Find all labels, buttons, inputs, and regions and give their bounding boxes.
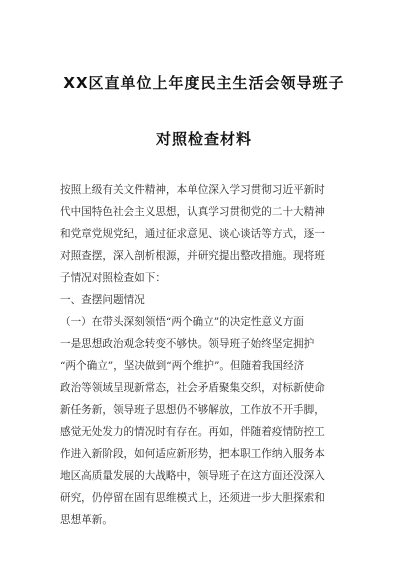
section-heading: 一、查摆问题情况 — [60, 294, 145, 306]
paragraph-line: 对照查摆，深入剖析根源，并研究提出整改措施。现将班 — [60, 250, 325, 262]
paragraph-line: 研究，仍停留在固有思维模式上，还须进一步大胆探索和 — [60, 492, 325, 504]
paragraph-line: 思想革新。 — [60, 514, 113, 526]
paragraph-line: 一是思想政治观念转变不够快。领导班子始终坚定拥护 — [60, 338, 315, 350]
paragraph-line: 感觉无处发力的情况时有存在。再如，伴随着疫情防控工 — [60, 426, 325, 438]
paragraph-line: 政治等领域呈现新常态，社会矛盾聚集交织，对标新使命 — [60, 382, 325, 394]
document-title-line-1: XX区直单位上年度民主生活会领导班子 — [63, 74, 345, 92]
paragraph-line: 新任务新，领导班子思想仍不够解放，工作放不开手脚， — [60, 404, 325, 416]
paragraph-line: 作进入新阶段，如何适应新形势，把本职工作纳入服务本 — [60, 448, 325, 460]
paragraph-line: 代中国特色社会主义思想，认真学习贯彻党的二十大精神 — [60, 206, 325, 218]
document-title-line-2: 对照检查材料 — [155, 130, 252, 148]
paragraph-line: 地区高质量发展的大战略中，领导班子在这方面还没深入 — [60, 470, 325, 482]
paragraph-line: “两个确立”，坚决做到“两个维护”。但随着我国经济 — [60, 360, 305, 372]
paragraph-line: 子情况对照检查如下： — [60, 272, 166, 284]
subsection-heading: （一）在带头深刻领悟“两个确立”的决定性意义方面 — [60, 316, 304, 328]
paragraph-line: 和党章党规党纪，通过征求意见、谈心谈话等方式，逐一 — [60, 228, 325, 240]
paragraph-line: 按照上级有关文件精神，本单位深入学习贯彻习近平新时 — [60, 184, 325, 196]
